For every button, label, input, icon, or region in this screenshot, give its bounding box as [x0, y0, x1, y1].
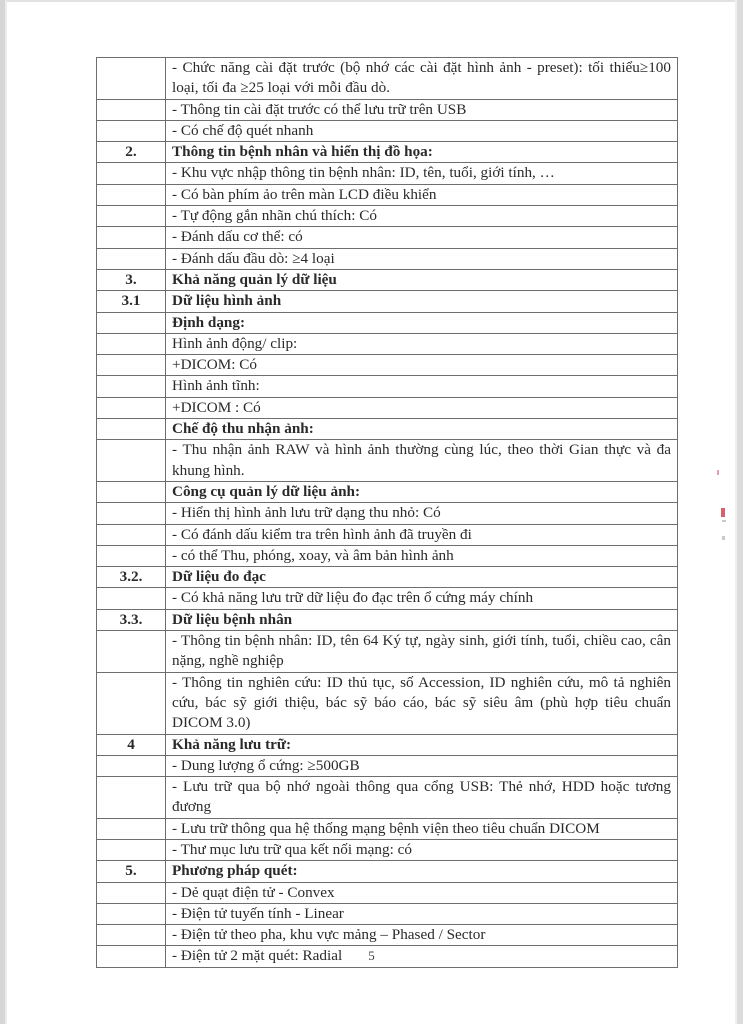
- specification-text-cell: - Điện tử theo pha, khu vực mảng – Phased / Sector: [166, 925, 678, 946]
- table-row: [97, 903, 678, 924]
- specification-text-cell: - Có khả năng lưu trữ dữ liệu đo đạc trên ổ cứng máy chính: [166, 588, 678, 609]
- table-row: [97, 672, 678, 734]
- table-row: [97, 58, 678, 100]
- scan-right-edge: [737, 0, 743, 1024]
- section-number-cell: [97, 755, 166, 776]
- section-number-cell: [97, 631, 166, 673]
- table-row: [97, 163, 678, 184]
- specification-text-cell: - Tự động gắn nhãn chú thích: Có: [166, 206, 678, 227]
- specification-text-cell: - Thu nhận ảnh RAW và hình ảnh thường cùng lúc, theo thời Gian thực và đa khung hình.: [166, 440, 678, 482]
- section-row: [97, 861, 678, 882]
- table-row: [97, 355, 678, 376]
- specification-text-cell: Khả năng lưu trữ:: [166, 734, 678, 755]
- specification-text-cell: - Thông tin bệnh nhân: ID, tên 64 Ký tự, ngày sinh, giới tính, tuổi, chiều cao, cân nặng, nghề nghiệp: [166, 631, 678, 673]
- specification-text-cell: Khả năng quản lý dữ liệu: [166, 269, 678, 290]
- section-number-cell: [97, 312, 166, 333]
- specification-text-cell: - Hiển thị hình ảnh lưu trữ dạng thu nhỏ: Có: [166, 503, 678, 524]
- table-row: [97, 545, 678, 566]
- specification-text-cell: - Đánh dấu đầu dò: ≥4 loại: [166, 248, 678, 269]
- specification-text-cell: - Thông tin nghiên cứu: ID thủ tục, số Accession, ID nghiên cứu, mô tả nghiên cứu, bác sỹ giới thiệu, bác sỹ báo cáo, bác sỹ siêu âm (phù hợp tiêu chuẩn DICOM 3.0): [166, 672, 678, 734]
- section-number-cell: [97, 777, 166, 819]
- specification-text-cell: Định dạng:: [166, 312, 678, 333]
- section-number-cell: [97, 481, 166, 502]
- specification-text-cell: - Lưu trữ qua bộ nhớ ngoài thông qua cổng USB: Thẻ nhớ, HDD hoặc tương đương: [166, 777, 678, 819]
- section-number-cell: 5.: [97, 861, 166, 882]
- table-row: [97, 184, 678, 205]
- section-number-cell: [97, 163, 166, 184]
- specification-text-cell: - Dung lượng ổ cứng: ≥500GB: [166, 755, 678, 776]
- table-row: [97, 120, 678, 141]
- specification-text-cell: - Có bàn phím ảo trên màn LCD điều khiển: [166, 184, 678, 205]
- section-row: [97, 291, 678, 312]
- section-number-cell: 3.1: [97, 291, 166, 312]
- section-number-cell: 2.: [97, 142, 166, 163]
- specification-text-cell: - Khu vực nhập thông tin bệnh nhân: ID, tên, tuổi, giới tính, …: [166, 163, 678, 184]
- specification-text-cell: - Thông tin cài đặt trước có thể lưu trữ trên USB: [166, 99, 678, 120]
- scan-right-edge-shadow: [735, 0, 737, 1024]
- section-number-cell: [97, 120, 166, 141]
- specification-text-cell: - Có đánh dấu kiểm tra trên hình ảnh đã truyền đi: [166, 524, 678, 545]
- section-number-cell: [97, 925, 166, 946]
- table-row: [97, 312, 678, 333]
- specification-text-cell: - Có chế độ quét nhanh: [166, 120, 678, 141]
- section-number-cell: [97, 248, 166, 269]
- table-row: [97, 839, 678, 860]
- specification-table: [96, 57, 678, 968]
- specification-text-cell: - Điện tử tuyến tính - Linear: [166, 903, 678, 924]
- scan-artifact-mark: [721, 508, 725, 517]
- section-number-cell: 4: [97, 734, 166, 755]
- section-number-cell: [97, 333, 166, 354]
- specification-table-body: [97, 58, 678, 968]
- specification-text-cell: Hình ảnh động/ clip:: [166, 333, 678, 354]
- scan-artifact-mark: [717, 470, 719, 475]
- section-number-cell: [97, 588, 166, 609]
- section-number-cell: [97, 440, 166, 482]
- table-row: [97, 333, 678, 354]
- table-row: [97, 481, 678, 502]
- section-number-cell: [97, 355, 166, 376]
- specification-text-cell: Chế độ thu nhận ảnh:: [166, 419, 678, 440]
- section-number-cell: [97, 419, 166, 440]
- section-number-cell: [97, 882, 166, 903]
- section-number-cell: [97, 524, 166, 545]
- scan-left-edge-shadow: [5, 0, 7, 1024]
- specification-text-cell: Dữ liệu bệnh nhân: [166, 609, 678, 630]
- section-number-cell: 3.3.: [97, 609, 166, 630]
- specification-text-cell: - Lưu trữ thông qua hệ thống mạng bệnh viện theo tiêu chuẩn DICOM: [166, 818, 678, 839]
- table-row: [97, 882, 678, 903]
- section-number-cell: [97, 206, 166, 227]
- section-row: [97, 609, 678, 630]
- specification-text-cell: - có thể Thu, phóng, xoay, và âm bản hình ảnh: [166, 545, 678, 566]
- specification-text-cell: Dữ liệu hình ảnh: [166, 291, 678, 312]
- table-row: [97, 440, 678, 482]
- section-number-cell: [97, 184, 166, 205]
- specification-text-cell: Thông tin bệnh nhân và hiển thị đồ họa:: [166, 142, 678, 163]
- page-number: 5: [368, 948, 375, 963]
- specification-text-cell: - Đánh dấu cơ thể: có: [166, 227, 678, 248]
- table-row: [97, 419, 678, 440]
- table-row: [97, 524, 678, 545]
- section-number-cell: [97, 672, 166, 734]
- table-row: [97, 99, 678, 120]
- section-number-cell: [97, 839, 166, 860]
- table-row: [97, 376, 678, 397]
- specification-text-cell: - Thư mục lưu trữ qua kết nối mạng: có: [166, 839, 678, 860]
- specification-text-cell: Phương pháp quét:: [166, 861, 678, 882]
- specification-text-cell: - Điện tử 2 mặt quét: Radial: [166, 946, 678, 967]
- scan-artifact-mark: [722, 520, 726, 522]
- section-number-cell: [97, 503, 166, 524]
- specification-text-cell: Hình ảnh tĩnh:: [166, 376, 678, 397]
- table-row: [97, 588, 678, 609]
- section-row: [97, 142, 678, 163]
- section-row: [97, 734, 678, 755]
- section-number-cell: 3.: [97, 269, 166, 290]
- specification-text-cell: Công cụ quản lý dữ liệu ảnh:: [166, 481, 678, 502]
- table-row: [97, 631, 678, 673]
- scan-top-edge: [0, 0, 743, 2]
- section-number-cell: [97, 376, 166, 397]
- section-number-cell: [97, 903, 166, 924]
- scan-artifact-mark: [722, 536, 725, 540]
- section-number-cell: [97, 227, 166, 248]
- section-number-cell: [97, 545, 166, 566]
- table-row: [97, 248, 678, 269]
- table-row: [97, 503, 678, 524]
- specification-text-cell: +DICOM: Có: [166, 355, 678, 376]
- table-row: [97, 755, 678, 776]
- section-number-cell: 3.2.: [97, 567, 166, 588]
- table-row: [97, 925, 678, 946]
- specification-text-cell: +DICOM : Có: [166, 397, 678, 418]
- specification-text-cell: Dữ liệu đo đạc: [166, 567, 678, 588]
- table-row: [97, 397, 678, 418]
- table-row: [97, 818, 678, 839]
- section-number-cell: [97, 818, 166, 839]
- section-row: [97, 269, 678, 290]
- section-number-cell: [97, 99, 166, 120]
- specification-text-cell: - Dẻ quạt điện tử - Convex: [166, 882, 678, 903]
- table-row: [97, 777, 678, 819]
- table-row: [97, 227, 678, 248]
- table-row: [97, 206, 678, 227]
- section-number-cell: [97, 397, 166, 418]
- section-number-cell: [97, 58, 166, 100]
- section-row: [97, 567, 678, 588]
- specification-text-cell: - Chức năng cài đặt trước (bộ nhớ các cài đặt hình ảnh - preset): tối thiểu≥100 loại, tối đa ≥25 loại với mỗi đầu dò.: [166, 58, 678, 100]
